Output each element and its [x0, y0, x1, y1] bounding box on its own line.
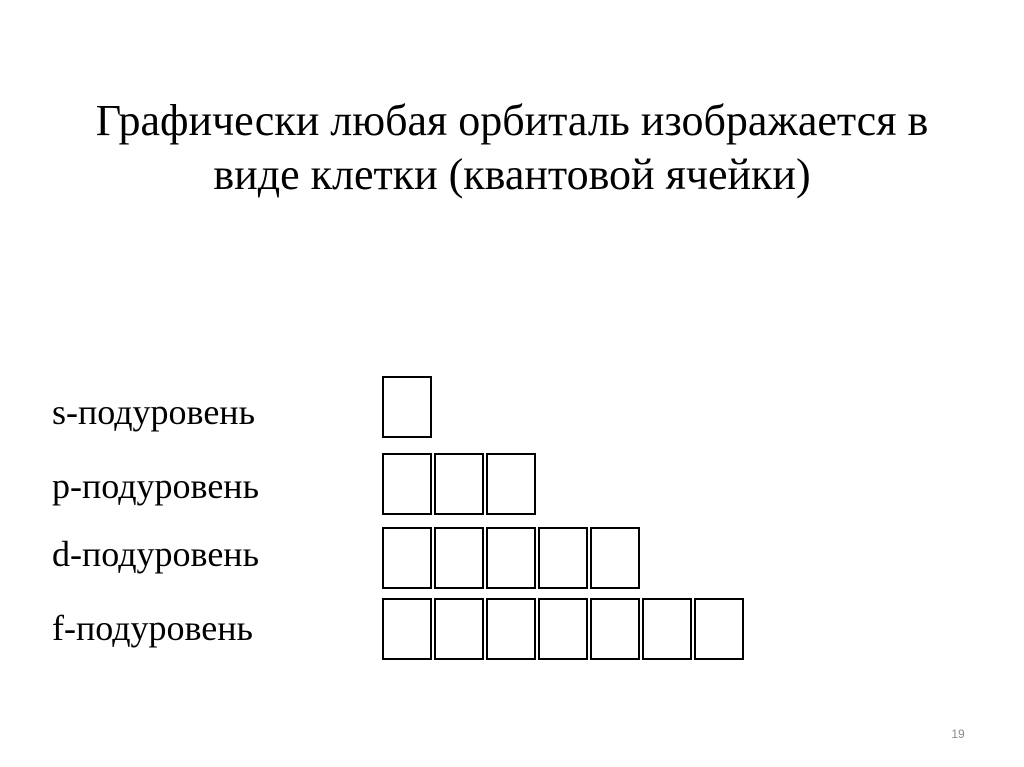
- orbital-cell: [538, 527, 588, 589]
- f-sublevel-label: f-подуровень: [52, 608, 253, 648]
- orbital-cell: [434, 453, 484, 515]
- orbital-cell: [590, 598, 640, 660]
- orbital-cell: [590, 527, 640, 589]
- orbital-cell: [382, 527, 432, 589]
- orbital-cell: [538, 598, 588, 660]
- orbital-cell: [382, 598, 432, 660]
- s-sublevel-label: s-подуровень: [52, 392, 255, 432]
- f-sublevel-cells: [382, 598, 746, 658]
- slide-title-line-1: Графически любая орбиталь изображается в: [95, 96, 929, 145]
- orbital-cell: [486, 598, 536, 660]
- orbital-cell: [382, 376, 432, 438]
- slide-title-line-2: виде клетки (квантовой ячейки): [213, 150, 811, 199]
- p-sublevel-cells: [382, 453, 538, 513]
- page-number: 19: [951, 727, 965, 741]
- p-sublevel-label: p-подуровень: [52, 466, 259, 506]
- orbital-cell: [642, 598, 692, 660]
- orbital-cell: [486, 527, 536, 589]
- orbital-cell: [694, 598, 744, 660]
- s-sublevel-cells: [382, 376, 434, 436]
- d-sublevel-label: d-подуровень: [52, 534, 259, 574]
- slide-title: [40, 94, 984, 202]
- d-sublevel-cells: [382, 527, 642, 587]
- orbital-cell: [486, 453, 536, 515]
- orbital-cell: [434, 527, 484, 589]
- orbital-cell: [434, 598, 484, 660]
- orbital-cell: [382, 453, 432, 515]
